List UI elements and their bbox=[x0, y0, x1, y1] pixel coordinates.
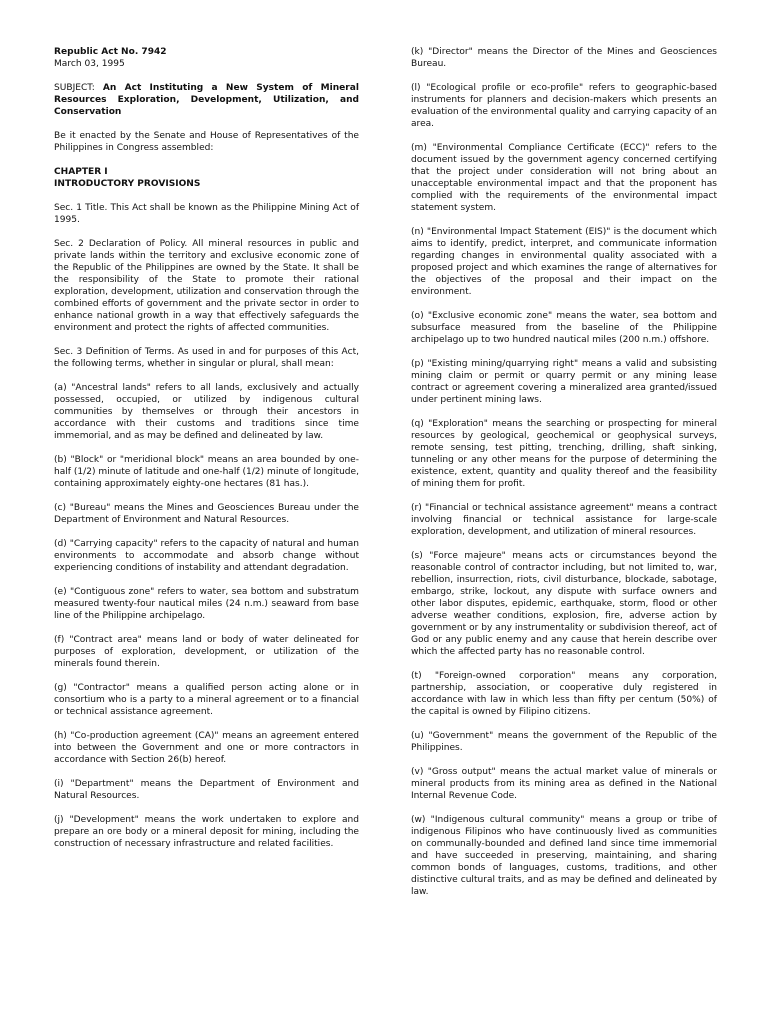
definition-c: (c) "Bureau" means the Mines and Geosciences Bureau under the Department of Environment and Natural Resources. bbox=[54, 503, 359, 525]
definition-a: (a) "Ancestral lands" refers to all lands, exclusively and actually possessed, occupied, or utilized by indigenous cultural communities by themselves or through their ancestors in accordance with their customs and traditions since time immemorial, and as may be defined and delineated by law. bbox=[54, 383, 359, 441]
enactment-clause: Be it enacted by the Senate and House of Representatives of the Philippines in Congress assembled: bbox=[54, 131, 359, 153]
subject-text: An Act Instituting a New System of Mineral Resources Exploration, Development, Utilization, and Conservation bbox=[54, 83, 359, 117]
definition-t: (t) "Foreign-owned corporation" means any corporation, partnership, association, or cooperative duly registered in accordance with law in which less than fifty per centum (50%) of the capital is owned by Filipino citizens. bbox=[411, 671, 717, 717]
definition-v: (v) "Gross output" means the actual market value of minerals or mineral products from its mining area as defined in the National Internal Revenue Code. bbox=[411, 767, 717, 801]
chapter-title: INTRODUCTORY PROVISIONS bbox=[54, 179, 201, 189]
section-3-definitions: Sec. 3 Definition of Terms. As used in and for purposes of this Act, the following terms, whether in singular or plural, shall mean: bbox=[54, 347, 359, 369]
chapter-heading bbox=[54, 166, 359, 190]
definition-k: (k) "Director" means the Director of the Mines and Geosciences Bureau. bbox=[411, 47, 717, 69]
definition-g: (g) "Contractor" means a qualified person acting alone or in consortium who is a party to a mineral agreement or to a financial or technical assistance agreement. bbox=[54, 683, 359, 717]
definition-q: (q) "Exploration" means the searching or prospecting for mineral resources by geological, geochemical or geophysical surveys, remote sensing, test pitting, trenching, drilling, shaft sinking, tunneling or any other means for the purpose of determining the existence, extent, quantity and quality thereof and the feasibility of mining them for profit. bbox=[411, 419, 717, 489]
act-date: March 03, 1995 bbox=[54, 59, 125, 69]
subject-label: SUBJECT: bbox=[54, 83, 95, 93]
definition-f: (f) "Contract area" means land or body of water delineated for purposes of exploration, development, or utilization of the minerals found therein. bbox=[54, 635, 359, 669]
definition-m: (m) "Environmental Compliance Certificate (ECC)" refers to the document issued by the government agency concerned certifying that the project under consideration will not bring about an unacceptable environmental impact and that the proponent has complied with the requirements of the environmental impact statement system. bbox=[411, 143, 717, 213]
definition-h: (h) "Co-production agreement (CA)" means an agreement entered into between the Government and one or more contractors in accordance with Section 26(b) hereof. bbox=[54, 731, 359, 765]
section-1-title: Sec. 1 Title. This Act shall be known as the Philippine Mining Act of 1995. bbox=[54, 203, 359, 225]
act-subject bbox=[54, 82, 359, 118]
definition-u: (u) "Government" means the government of the Republic of the Philippines. bbox=[411, 731, 717, 753]
right-column bbox=[411, 46, 717, 1024]
definition-e: (e) "Contiguous zone" refers to water, sea bottom and substratum measured twenty-four nautical miles (24 n.m.) seaward from base line of the Philippine archipelago. bbox=[54, 587, 359, 621]
definition-o: (o) "Exclusive economic zone" means the water, sea bottom and subsurface measured from the baseline of the Philippine archipelago up to two hundred nautical miles (200 n.m.) offshore. bbox=[411, 311, 717, 345]
definition-r: (r) "Financial or technical assistance agreement" means a contract involving financial or technical assistance for large-scale exploration, development, and utilization of mineral resources. bbox=[411, 503, 717, 537]
chapter-number: CHAPTER I bbox=[54, 167, 108, 177]
definition-n: (n) "Environmental Impact Statement (EIS)" is the document which aims to identify, predict, interpret, and communicate information regarding changes in environmental quality associated with a proposed project and which examines the range of alternatives for the objectives of the proposal and their impact on the environment. bbox=[411, 227, 717, 297]
section-2-policy: Sec. 2 Declaration of Policy. All mineral resources in public and private lands within the territory and exclusive economic zone of the Republic of the Philippines are owned by the State. It shall be the responsibility of the State to promote their rational exploration, development, utilization and conservation through the combined efforts of government and the private sector in order to enhance national growth in a way that effectively safeguards the environment and protect the rights of affected communities. bbox=[54, 239, 359, 333]
definition-i: (i) "Department" means the Department of Environment and Natural Resources. bbox=[54, 779, 359, 801]
definition-p: (p) "Existing mining/quarrying right" means a valid and subsisting mining claim or permit or quarry permit or any mining lease contract or agreement covering a mineralized area granted/issued under pertinent mining laws. bbox=[411, 359, 717, 405]
definition-b: (b) "Block" or "meridional block" means an area bounded by one-half (1/2) minute of latitude and one-half (1/2) minute of longitude, containing approximately eighty-one hectares (81 has.). bbox=[54, 455, 359, 489]
definition-l: (l) "Ecological profile or eco-profile" refers to geographic-based instruments for planners and decision-makers which presents an evaluation of the environmental quality and carrying capacity of an area. bbox=[411, 83, 718, 129]
left-column bbox=[54, 46, 359, 1024]
definition-w: (w) "Indigenous cultural community" means a group or tribe of indigenous Filipinos who have continuously lived as communities on communally-bounded and defined land since time immemorial and have succeeded in preserving, maintaining, and sharing common bonds of languages, customs, traditions, and other distinctive cultural traits, and as may be defined and delineated by law. bbox=[411, 815, 717, 897]
definition-s: (s) "Force majeure" means acts or circumstances beyond the reasonable control of contractor including, but not limited to, war, rebellion, insurrection, riots, civil disturbance, blockade, sabotage, embargo, strike, lockout, any dispute with surface owners and other labor disputes, epidemic, earthquake, storm, flood or other adverse weather conditions, explosion, fire, adverse action by government or by any instrumentality or subdivision thereof, act of God or any public enemy and any cause that herein describe over which the affected party has no reasonable control. bbox=[411, 551, 717, 657]
act-header bbox=[54, 46, 359, 70]
definition-d: (d) "Carrying capacity" refers to the capacity of natural and human environments to accommodate and absorb change without experiencing conditions of instability and attendant degradation. bbox=[54, 539, 359, 573]
act-title: Republic Act No. 7942 bbox=[54, 47, 167, 57]
definition-j: (j) "Development" means the work undertaken to explore and prepare an ore body or a mineral deposit for mining, including the construction of necessary infrastructure and related facilities. bbox=[54, 815, 359, 849]
